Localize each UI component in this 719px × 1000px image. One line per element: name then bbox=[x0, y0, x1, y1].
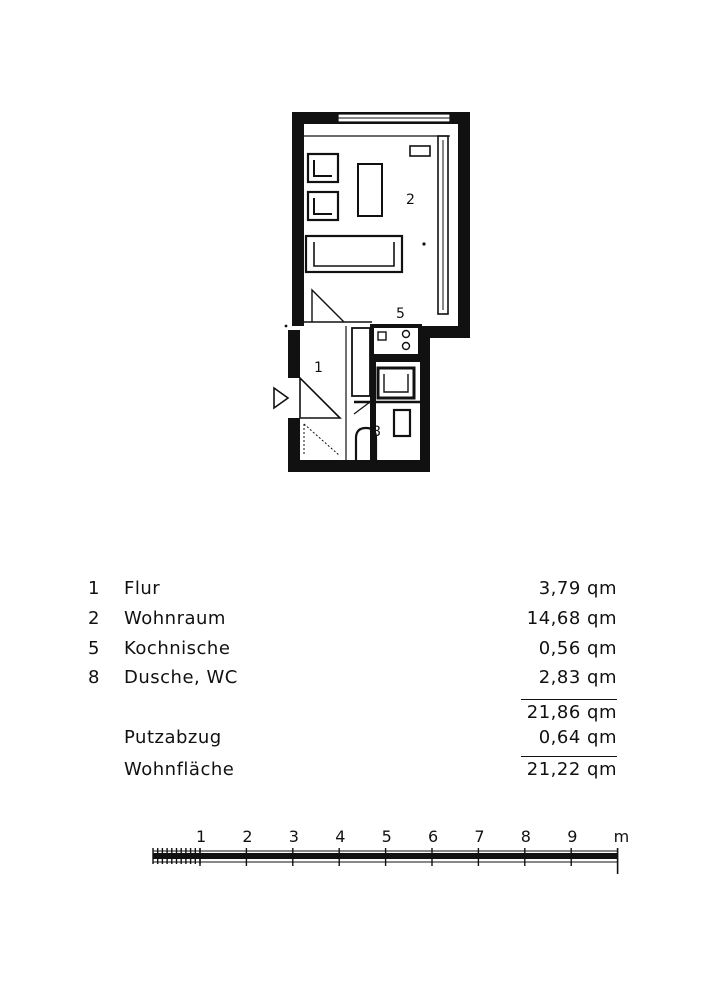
deduction-value: 0,64 qm bbox=[538, 727, 617, 748]
room-name: Kochnische bbox=[124, 638, 231, 659]
room-label-flur: 1 bbox=[314, 360, 323, 376]
total-name: Wohnfläche bbox=[124, 759, 235, 780]
entrance-door bbox=[300, 378, 340, 418]
table-row bbox=[88, 608, 623, 634]
room-area: 2,83 qm bbox=[538, 667, 617, 688]
table-row bbox=[88, 667, 623, 693]
scale-label: 7 bbox=[474, 827, 485, 846]
room-area: 0,56 qm bbox=[538, 638, 617, 659]
room-area: 14,68 qm bbox=[526, 608, 617, 629]
room-label-wohnraum: 2 bbox=[406, 192, 415, 208]
chair bbox=[308, 192, 338, 220]
subtotal-row bbox=[88, 702, 623, 728]
entrance-arrow-icon bbox=[274, 388, 288, 408]
room-name: Dusche, WC bbox=[124, 667, 238, 688]
sofa bbox=[306, 236, 402, 272]
deduction-row bbox=[88, 727, 623, 753]
table-row bbox=[88, 638, 623, 664]
room-label-kochnische: 5 bbox=[396, 306, 405, 322]
kitchenette bbox=[372, 326, 420, 356]
scale-label: 3 bbox=[288, 827, 299, 846]
scale-label: 8 bbox=[520, 827, 531, 846]
scale-label: m bbox=[613, 827, 630, 846]
total-row bbox=[88, 759, 623, 785]
scale-label: 2 bbox=[242, 827, 253, 846]
room-area: 3,79 qm bbox=[538, 578, 617, 599]
total-rule bbox=[521, 756, 617, 757]
door-swing bbox=[312, 290, 344, 322]
washbasin bbox=[394, 410, 410, 436]
scale-label: 6 bbox=[428, 827, 439, 846]
room-number: 5 bbox=[88, 638, 100, 659]
cabinet bbox=[410, 146, 430, 156]
chair bbox=[308, 154, 338, 182]
room-number: 2 bbox=[88, 608, 100, 629]
table bbox=[358, 164, 382, 216]
sum-rule bbox=[521, 699, 617, 700]
room-number: 8 bbox=[88, 667, 100, 688]
room-number: 1 bbox=[88, 578, 100, 599]
room-label-dusche-wc: 8 bbox=[372, 424, 381, 440]
scale-label: 9 bbox=[567, 827, 578, 846]
deduction-name: Putzabzug bbox=[124, 727, 222, 748]
scale-label: 1 bbox=[196, 827, 207, 846]
hallway-cabinet bbox=[352, 328, 370, 396]
room-name: Wohnraum bbox=[124, 608, 226, 629]
subtotal-value: 21,86 qm bbox=[526, 702, 617, 723]
table-row bbox=[88, 578, 623, 604]
scale-label: 5 bbox=[381, 827, 392, 846]
scale-label: 4 bbox=[335, 827, 346, 846]
room-name: Flur bbox=[124, 578, 161, 599]
window-top bbox=[338, 114, 450, 122]
total-value: 21,22 qm bbox=[526, 759, 617, 780]
